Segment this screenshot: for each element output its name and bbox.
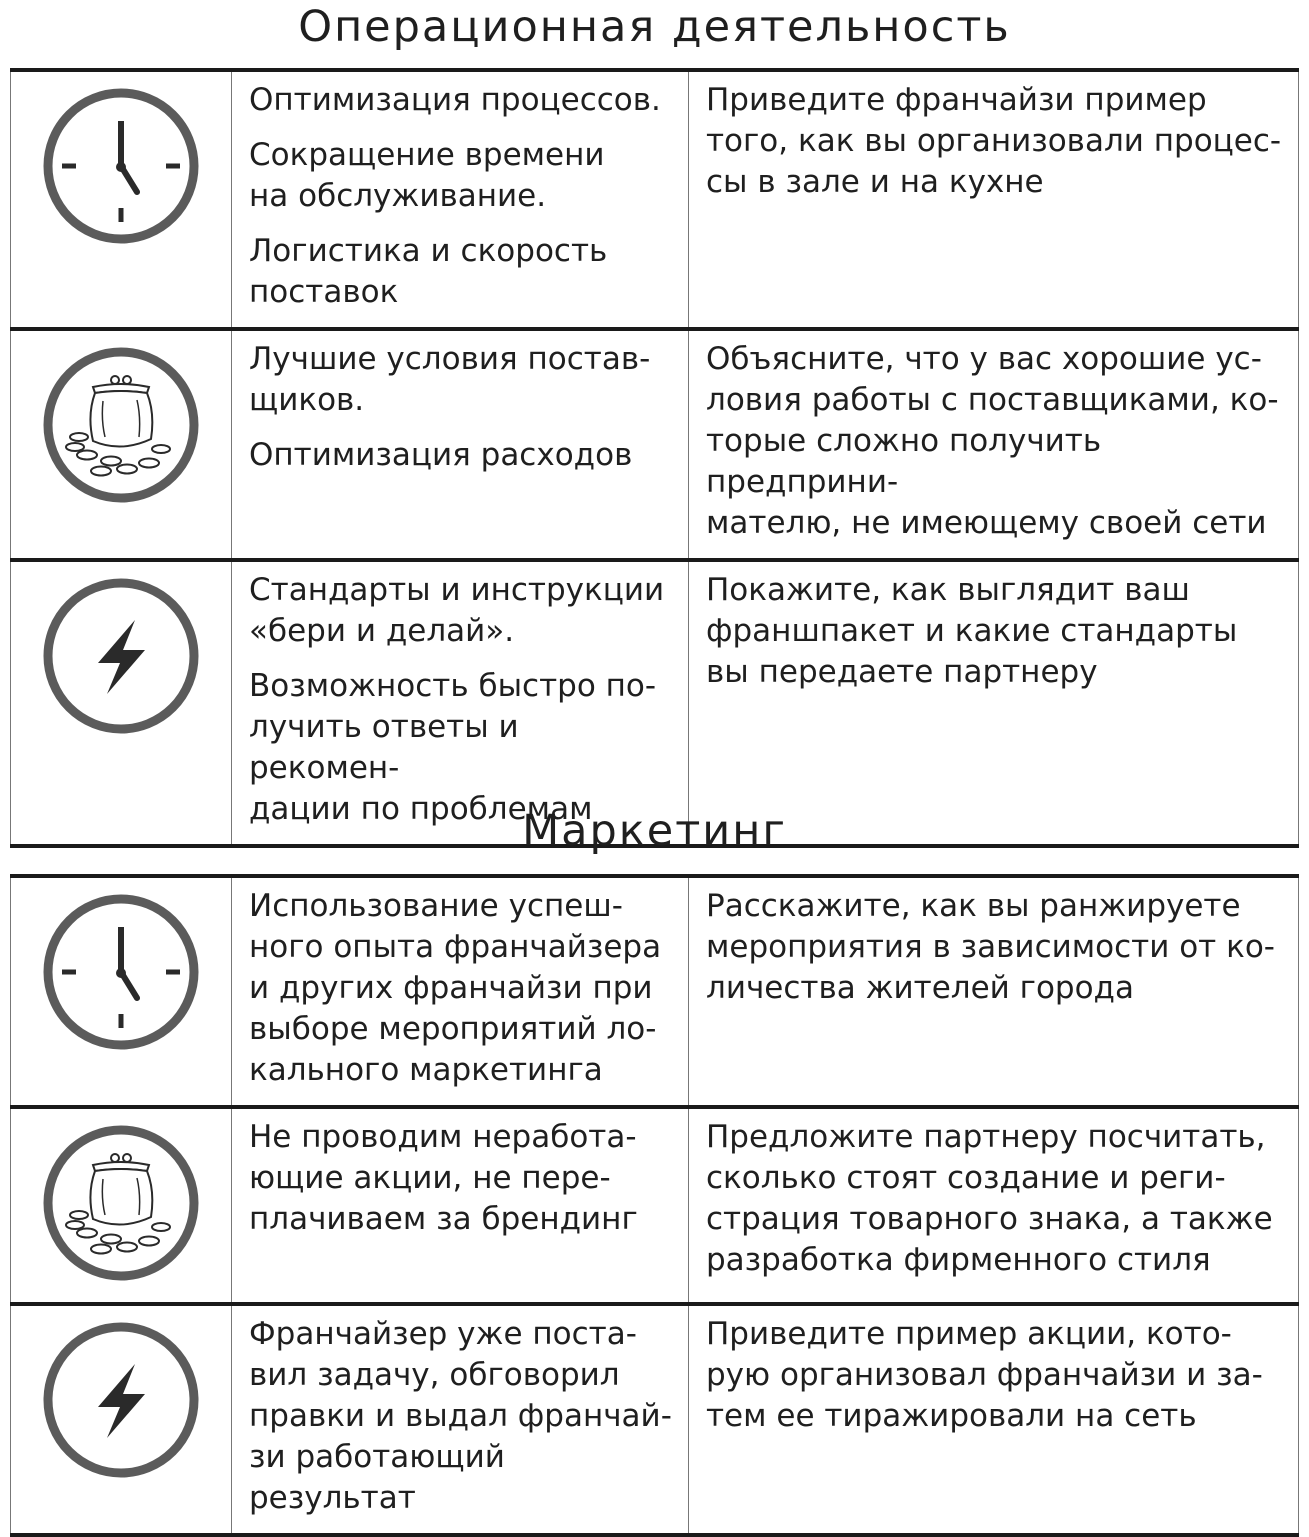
table-row xyxy=(11,876,1299,1107)
advice-text: Приведите пример акции, кото- рую организовал франчайзи и за- тем ее тиражировали на сеть xyxy=(706,1316,1263,1434)
benefit-cell xyxy=(232,560,689,846)
icon-cell xyxy=(11,1304,232,1535)
advice-text: Предложите партнеру посчитать, сколько стоят создание и реги- страция товарного знака, а также разработка фирменного стиля xyxy=(706,1119,1273,1278)
advice-text: Объясните, что у вас хорошие ус- ловия работы с поставщиками, ко- торые сложно получить предприни- мателю, не имеющему своей сети xyxy=(706,341,1279,541)
marketing-table xyxy=(10,874,1299,1537)
section-title-marketing: Маркетинг xyxy=(522,806,787,856)
benefit-text: Оптимизация процессов. xyxy=(249,82,661,118)
table-row xyxy=(11,1107,1299,1304)
benefit-text: Логистика и скорость поставок xyxy=(249,233,608,310)
icon-cell xyxy=(11,876,232,1107)
advice-cell xyxy=(689,70,1299,329)
lightning-icon xyxy=(41,576,201,736)
icon-cell xyxy=(11,70,232,329)
advice-text: Покажите, как выглядит ваш франшпакет и какие стандарты вы передаете партнеру xyxy=(706,572,1238,690)
clock-icon xyxy=(41,892,201,1052)
table-row xyxy=(11,329,1299,560)
benefit-text: Возможность быстро по- лучить ответы и рекомен- дации по проблемам xyxy=(249,668,657,827)
advice-text: Приведите франчайзи пример того, как вы организовали процес- сы в зале и на кухне xyxy=(706,82,1282,200)
section-title-operations: Операционная деятельность xyxy=(298,2,1011,52)
advice-cell xyxy=(689,1107,1299,1304)
advice-cell xyxy=(689,1304,1299,1535)
benefit-cell xyxy=(232,1304,689,1535)
table-row xyxy=(11,1304,1299,1535)
icon-cell xyxy=(11,560,232,846)
icon-cell xyxy=(11,329,232,560)
benefit-text: Оптимизация расходов xyxy=(249,437,633,473)
table-row xyxy=(11,560,1299,846)
benefit-text: Сокращение времени на обслуживание. xyxy=(249,137,605,214)
benefit-cell xyxy=(232,329,689,560)
purse-coins-icon xyxy=(41,1123,201,1283)
advice-cell xyxy=(689,876,1299,1107)
benefit-text: Франчайзер уже поста- вил задачу, обговорил правки и выдал франчай- зи работающий результат xyxy=(249,1316,672,1516)
purse-coins-icon xyxy=(41,345,201,505)
table-row xyxy=(11,70,1299,329)
icon-cell xyxy=(11,1107,232,1304)
benefit-text: Стандарты и инструкции «бери и делай». xyxy=(249,572,665,649)
benefit-text: Не проводим неработа- ющие акции, не пере- плачиваем за брендинг xyxy=(249,1119,638,1237)
clock-icon xyxy=(41,86,201,246)
lightning-icon xyxy=(41,1320,201,1480)
benefit-text: Использование успеш- ного опыта франчайзера и других франчайзи при выборе мероприятий ло- кального маркетинга xyxy=(249,888,662,1088)
benefit-text: Лучшие условия постав- щиков. xyxy=(249,341,651,418)
benefit-cell xyxy=(232,70,689,329)
advice-text: Расскажите, как вы ранжируете мероприятия в зависимости от ко- личества жителей города xyxy=(706,888,1275,1006)
benefit-cell xyxy=(232,876,689,1107)
operations-table xyxy=(10,68,1299,848)
advice-cell xyxy=(689,329,1299,560)
advice-cell xyxy=(689,560,1299,846)
benefit-cell xyxy=(232,1107,689,1304)
